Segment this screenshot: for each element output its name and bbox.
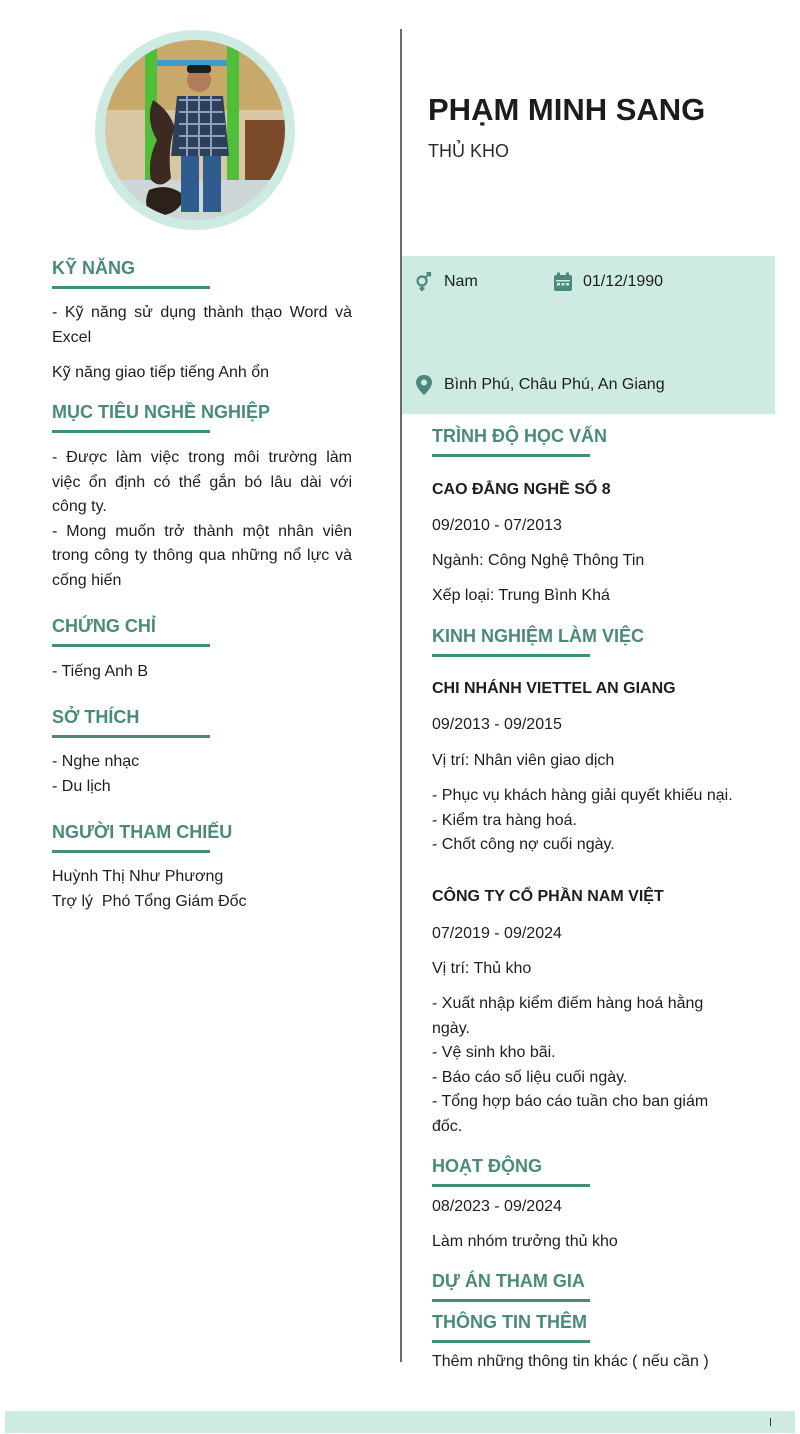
education-grade: Xếp loại: Trung Bình Khá: [432, 587, 610, 604]
gender-info: [414, 272, 478, 292]
profile-photo: [105, 40, 285, 220]
skill-item: Kỹ năng giao tiếp tiếng Anh ổn: [52, 364, 270, 381]
job-title: THỦ KHO: [428, 141, 509, 161]
footer-bar: [5, 1411, 795, 1433]
hobby-item: - Nghe nhạc: [52, 753, 140, 770]
job-period: 09/2013 - 09/2015: [432, 716, 562, 733]
address-value: Bình Phú, Châu Phú, An Giang: [444, 376, 665, 393]
experience-heading: KINH NGHIỆM LÀM VIỆC: [432, 626, 645, 646]
address-info: [414, 374, 665, 396]
additional-info-text: Thêm những thông tin khác ( nếu cần ): [432, 1353, 709, 1370]
skills-heading: KỸ NĂNG: [52, 258, 136, 278]
certificate-item: - Tiếng Anh B: [52, 663, 149, 680]
candidate-name: PHẠM MINH SANG: [428, 92, 706, 127]
job-position: Vị trí: Thủ kho: [432, 960, 532, 977]
job-position: Vị trí: Nhân viên giao dịch: [432, 752, 615, 769]
job-duties: - Xuất nhập kiểm điếm hàng hoá hằng ngày. - Vệ sinh kho bãi. - Báo cáo số liệu cuối ngày. - Tổng hợp báo cáo tuần cho ban giám đốc.: [432, 995, 709, 1135]
hobby-item: - Du lịch: [52, 778, 111, 795]
education-heading: TRÌNH ĐỘ HỌC VẤN: [432, 426, 607, 446]
reference-role: Trợ lý Phó Tổng Giám Đốc: [52, 893, 247, 910]
location-pin-icon: [414, 374, 434, 396]
contact-panel: [402, 256, 775, 414]
activity-text: Làm nhóm trưởng thủ kho: [432, 1233, 618, 1250]
additional-info-heading: THÔNG TIN THÊM: [432, 1312, 587, 1332]
birthdate-info: [553, 272, 663, 292]
certificates-heading: CHỨNG CHỈ: [52, 616, 156, 636]
job-duties: - Phục vụ khách hàng giải quyết khiếu nại. - Kiểm tra hàng hoá. - Chốt công nợ cuối ngày.: [432, 787, 733, 853]
skill-item: - Kỹ năng sử dụng thành thạo Word và Excel: [52, 304, 352, 346]
activity-period: 08/2023 - 09/2024: [432, 1198, 562, 1215]
calendar-icon: [553, 272, 573, 292]
school-name: CAO ĐẲNG NGHỀ SỐ 8: [432, 481, 611, 498]
avatar: [95, 30, 295, 230]
education-period: 09/2010 - 07/2013: [432, 517, 562, 534]
reference-name: Huỳnh Thị Như Phương: [52, 868, 224, 885]
objective-text: - Được làm việc trong môi trường làm việc ổn định có thể gắn bó lâu dài với công ty. - Mong muốn trở thành một nhân viên trong công ty thông qua những nổ lực và cống hiến: [52, 449, 352, 589]
hobbies-heading: SỞ THÍCH: [52, 707, 140, 727]
birthdate-value: 01/12/1990: [583, 273, 664, 290]
objective-heading: MỤC TIÊU NGHỀ NGHIỆP: [52, 402, 271, 422]
gender-value: Nam: [444, 273, 478, 290]
company-name: CÔNG TY CỔ PHẦN NAM VIỆT: [432, 888, 664, 905]
job-period: 07/2019 - 09/2024: [432, 925, 562, 942]
footer-mark: [770, 1418, 771, 1426]
activities-heading: HOẠT ĐỘNG: [432, 1156, 542, 1176]
education-major: Ngành: Công Nghệ Thông Tin: [432, 552, 645, 569]
gender-icon: [414, 272, 434, 292]
company-name: CHI NHÁNH VIETTEL AN GIANG: [432, 680, 676, 697]
projects-heading: DỰ ÁN THAM GIA: [432, 1271, 585, 1291]
column-divider: [400, 29, 402, 1362]
references-heading: NGƯỜI THAM CHIẾU: [52, 822, 233, 842]
